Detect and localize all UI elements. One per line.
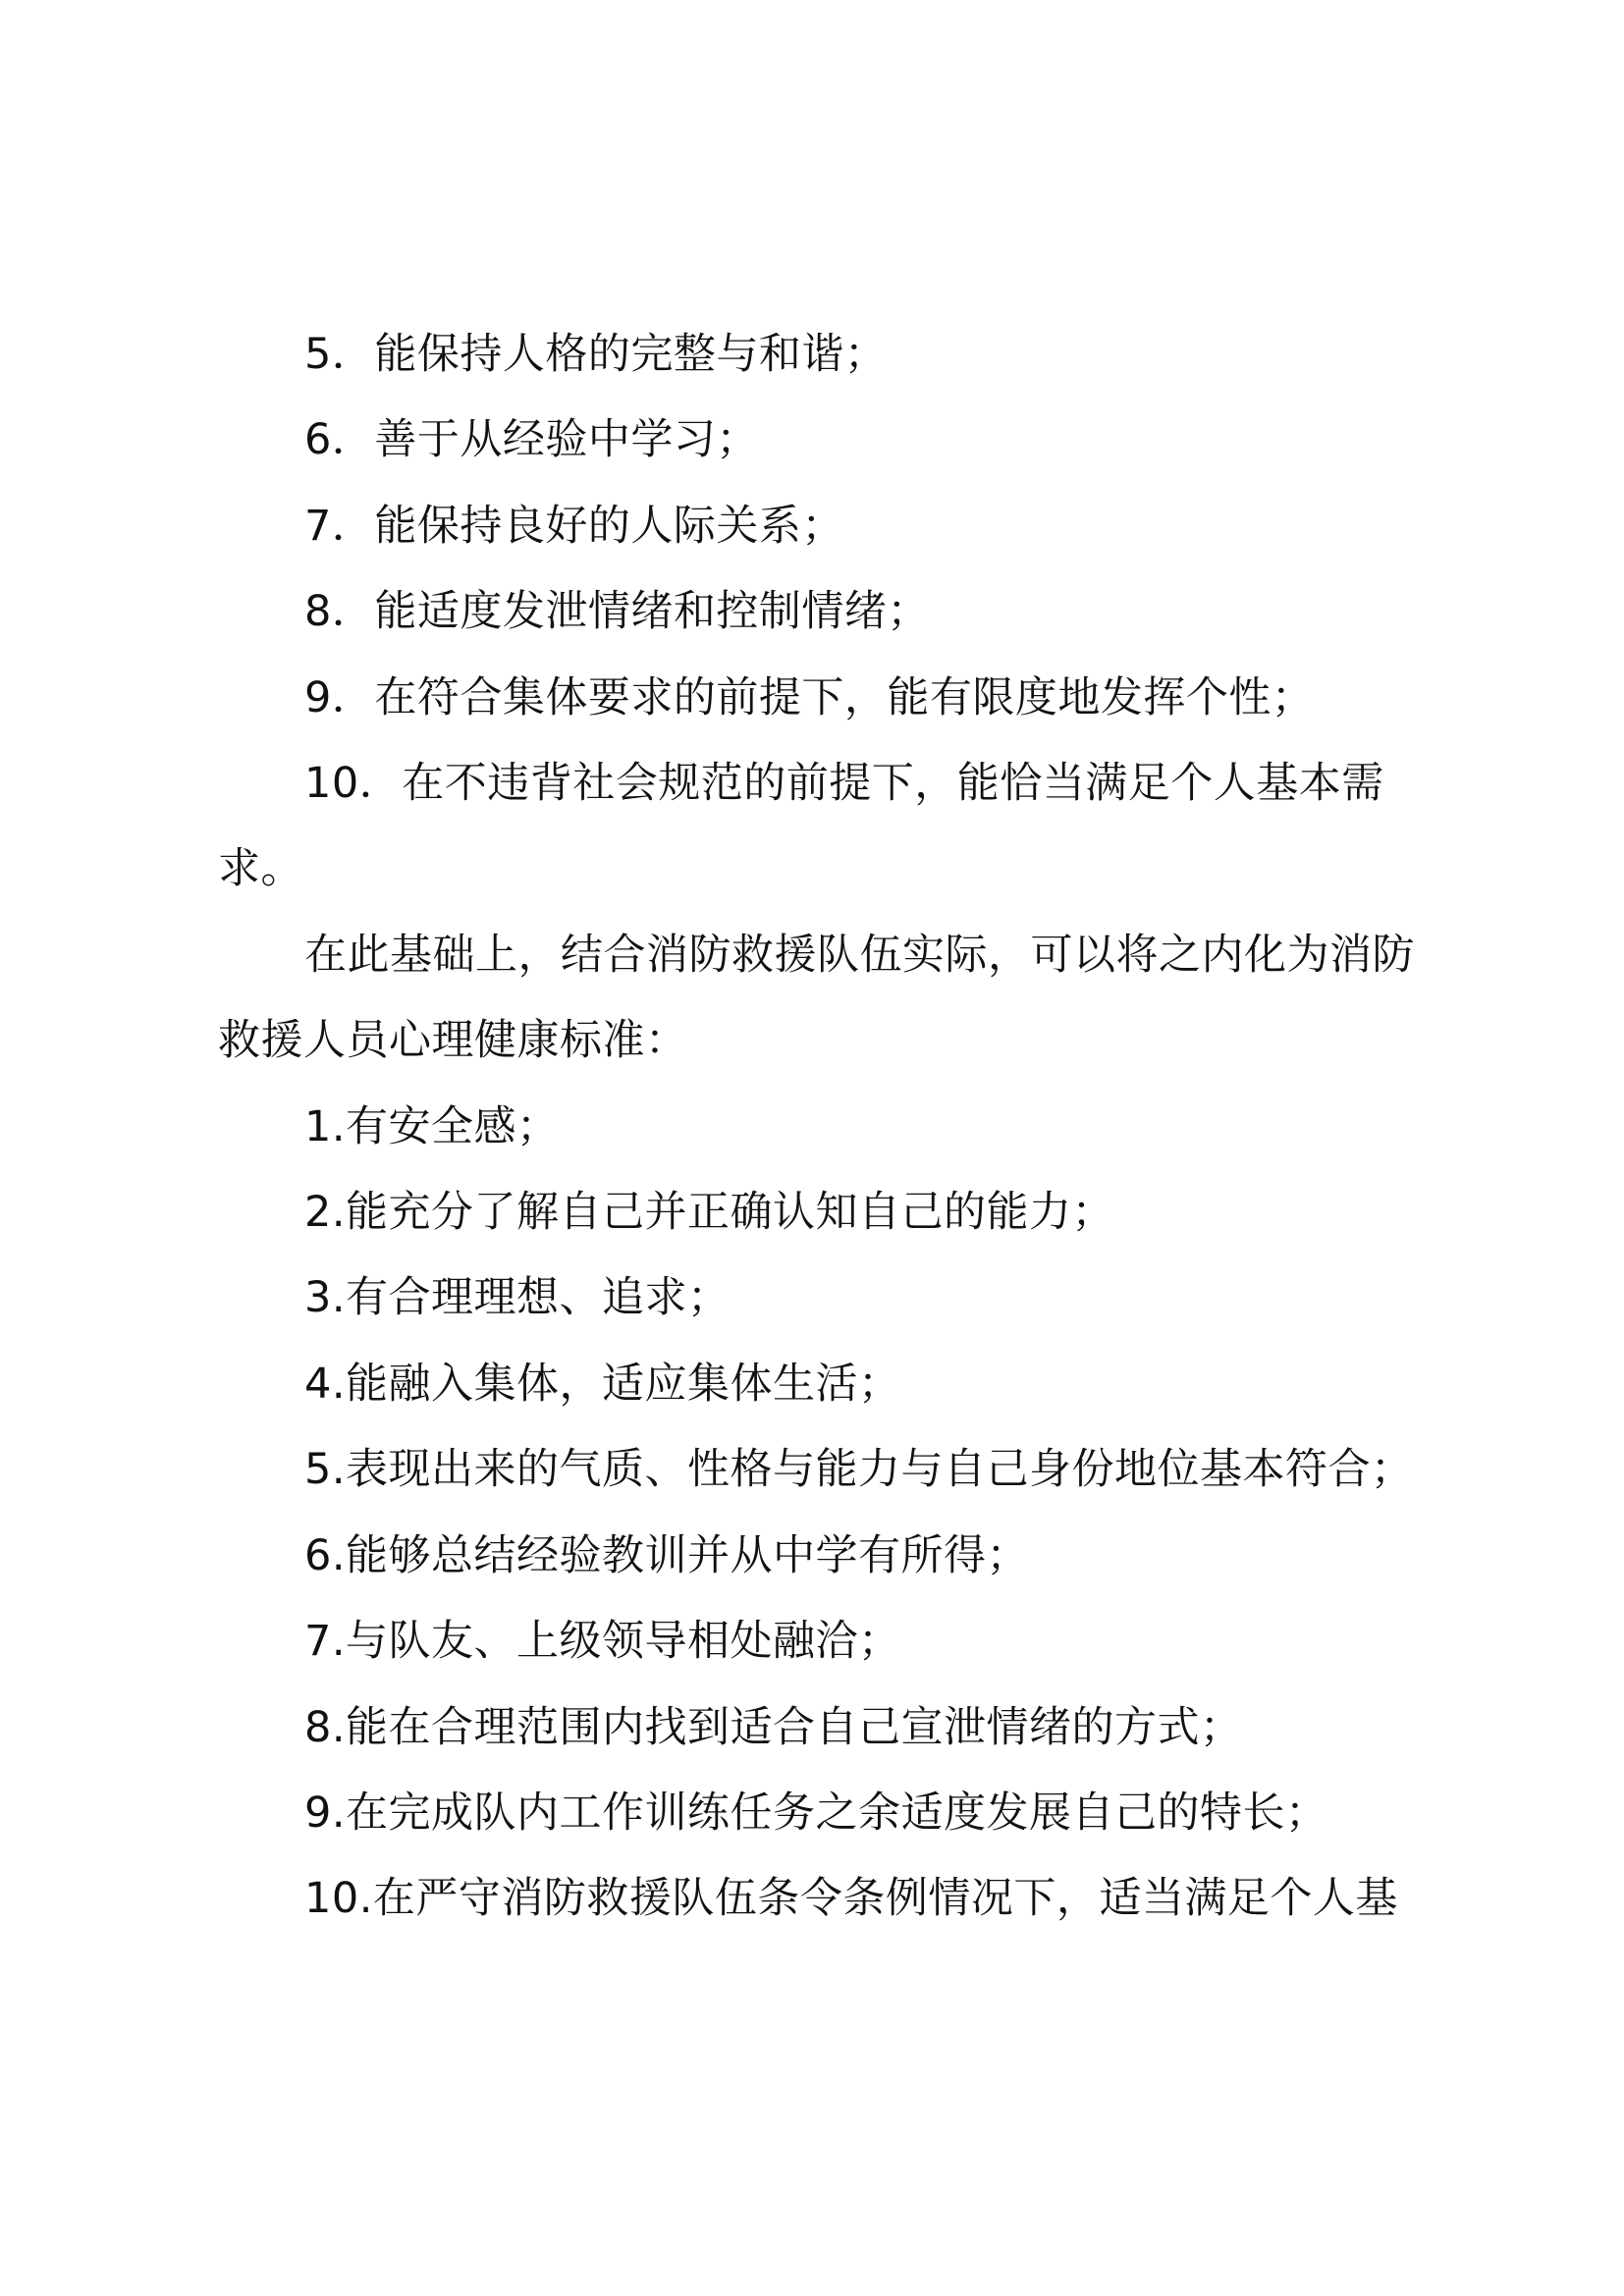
list-item: 6.能够总结经验教训并从中学有所得； <box>304 1530 1030 1580</box>
list-item: 2.能充分了解自己并正确认知自己的能力； <box>304 1188 1115 1238</box>
list-item: 7.与队友、上级领导相处融洽； <box>304 1617 901 1667</box>
list-item: 9.在完成队内工作训练任务之余适度发展自己的特长； <box>304 1788 1328 1838</box>
list-item: 10.在严守消防救援队伍条令条例情况下，适当满足个人基 <box>304 1874 1398 1924</box>
list-item: 10．在不违背社会规范的前提下，能恰当满足个人基本需求。 <box>218 759 1384 894</box>
list-item: 6．善于从经验中学习； <box>304 415 759 465</box>
list-item: 4.能融入集体，适应集体生活； <box>304 1359 901 1409</box>
list-item: 3.有合理理想、追求； <box>304 1273 731 1323</box>
list-item: 7．能保持良好的人际关系； <box>304 501 844 551</box>
document-body <box>218 312 1435 1943</box>
list-item: 8.能在合理范围内找到适合自己宣泄情绪的方式； <box>304 1702 1243 1752</box>
list-item: 5．能保持人格的完整与和谐； <box>304 330 888 379</box>
list-item: 1.有安全感； <box>304 1101 560 1151</box>
list-item: 8．能适度发泄情绪和控制情绪； <box>304 587 930 637</box>
body-paragraph: 在此基础上，结合消防救援队伍实际，可以将之内化为消防救援人员心理健康标准： <box>218 930 1415 1066</box>
list-item: 9．在符合集体要求的前提下，能有限度地发挥个性； <box>304 672 1315 722</box>
list-item: 5.表现出来的气质、性格与能力与自己身份地位基本符合； <box>304 1445 1414 1495</box>
